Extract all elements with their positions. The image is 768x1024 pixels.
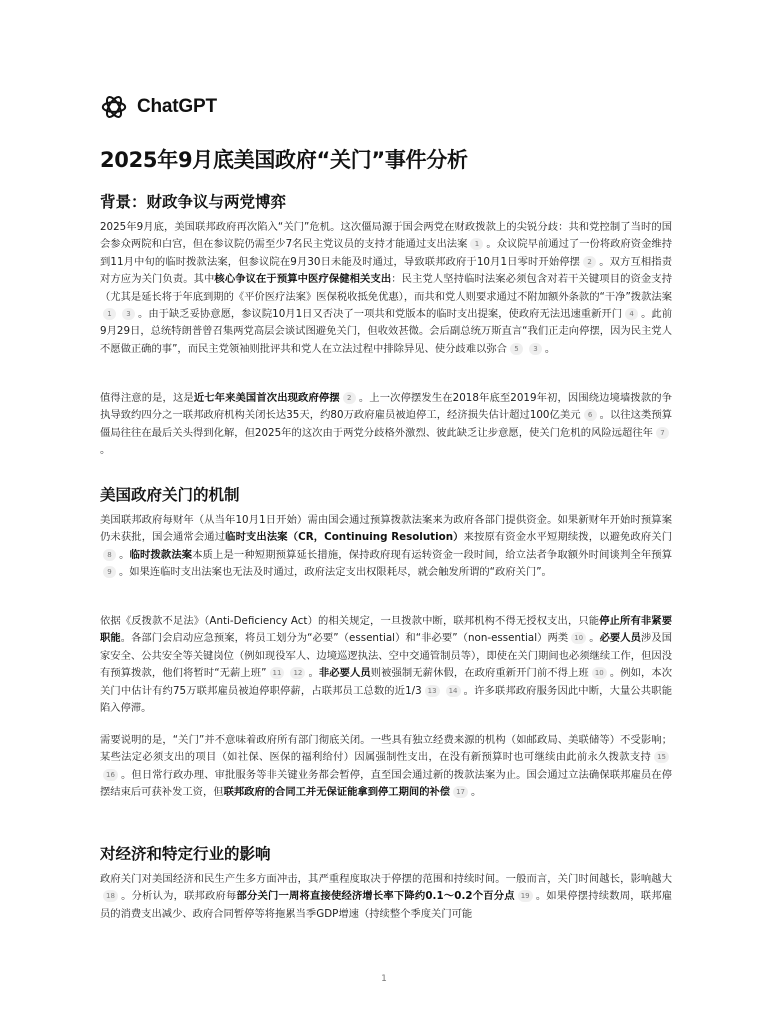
paragraph-mechanism-3 — [100, 732, 672, 802]
citation-badge[interactable]: 5 — [510, 343, 523, 355]
text-run: 。 — [119, 548, 130, 561]
text-run: 。双方互相指责对方应为关门负责。其中 — [100, 255, 672, 286]
text-run: 。但日常行政办理、审批服务等非关键业务都会暂停，直至国会通过新的拨款法案为止。国会通过立法确保联邦雇员在停摆结束后可获补发工资，但 — [100, 768, 672, 799]
bold-text: 联邦政府的合同工并无保证能拿到停工期间的补偿 — [223, 786, 451, 799]
bold-text: 停止所有非紧要职能 — [100, 615, 672, 645]
text-run: 政府关门对美国经济和民生产生多方面冲击，其严重程度取决于停摆的范围和持续时间。一般而言，关门时间越长，影响越大 — [100, 873, 672, 885]
citation-badge[interactable]: 16 — [103, 769, 118, 781]
citation-badge[interactable]: 15 — [654, 751, 669, 763]
citation-badge[interactable]: 17 — [453, 786, 468, 798]
text-run: 。 — [471, 786, 482, 799]
text-run: 需要说明的是，“关门”并不意味着政府所有部门彻底关闭。一些具有独立经费来源的机构（如邮政局、美联储等）不受影响；某些法定必须支出的项目（如社保、医保的福利给付）因属强制性支出，在没有新预算时也可继续由此前永久拨款支持 — [100, 734, 672, 764]
text-run: ：民主党人坚持临时法案必须包含对若干关键项目的资金支持（尤其是延长将于年底到期的《平价医疗法案》医保税收抵免优惠），而共和党人则要求通过不附加额外条款的“干净”拨款法案 — [100, 273, 673, 303]
text-run: 美国联邦政府每财年（从当年10月1日开始）需由国会通过预算拨款法案来为政府各部门提供资金。如果新财年开始时预算案仍未获批，国会通常会通过 — [100, 514, 672, 544]
bold-text: 临时支出法案（CR，Continuing Resolution） — [225, 531, 464, 544]
text-run: 依据《反拨款不足法》（Anti-Deficiency Act）的相关规定，一旦拨款中断，联邦机构不得无授权支出，只能 — [100, 615, 600, 627]
citation-badge[interactable]: 14 — [446, 685, 461, 697]
paragraph-background-2 — [100, 390, 672, 460]
citation-badge[interactable]: 9 — [103, 566, 116, 578]
text-run: 。如果停摆持续数周，联邦雇员的消费支出减少、政府合同暂停等将拖累当季GDP增速（持续整个季度关门可能 — [100, 890, 673, 920]
citation-badge[interactable]: 19 — [518, 890, 533, 902]
citation-badge[interactable]: 1 — [470, 238, 483, 250]
citation-badge[interactable]: 2 — [343, 392, 356, 404]
bold-text: 非必要人员 — [318, 667, 371, 680]
bold-text: 近七年来美国首次出现政府停摆 — [193, 392, 340, 404]
bold-text: 临时拨款法案 — [129, 548, 193, 561]
text-run: 。以往这类预算僵局往往在最后关头得到化解，但2025年的这次由于两党分歧格外激烈、彼此缺乏让步意愿，使关门危机的风险远超往年 — [100, 409, 673, 439]
openai-knot-icon — [100, 93, 128, 121]
document-title: 2025年9月底美国政府“关门”事件分析 — [100, 148, 468, 172]
bold-text: 部分关门一周将直接使经济增长率下降约0.1～0.2个百分点 — [236, 890, 515, 903]
text-run: 。由于缺乏妥协意愿，参议院10月1日又否决了一项共和党版本的临时支出提案，使政府无法迅速重新开门 — [138, 308, 623, 321]
citation-badge[interactable]: 6 — [584, 409, 597, 421]
page-number: 1 — [381, 974, 387, 984]
paragraph-mechanism-1 — [100, 512, 672, 582]
text-run: 。众议院早前通过了一份将政府资金维持到11月中旬的临时拨款法案，但参议院在9月30日未能及时通过，导致联邦政府于10月1日零时开始停摆 — [100, 238, 672, 268]
brand-header — [100, 93, 217, 121]
text-run: 本质上是一种短期预算延长措施，保持政府现有运转资金一段时间，给立法者争取额外时间谈判全年预算 — [192, 548, 673, 561]
paragraph-mechanism-2 — [100, 613, 672, 717]
text-run: 。上一次停摆发生在2018年底至2019年初，因围绕边境墙拨款的争执导致约四分之一联邦政府机构关闭长达35天，约80万政府雇员被迫停工，经济损失估计超过100亿美元 — [100, 392, 672, 422]
text-run: 。许多联邦政府服务因此中断，大量公共职能陷入停滞。 — [100, 684, 672, 715]
text-run: 。分析认为，联邦政府每 — [120, 890, 237, 903]
text-run: 来按原有资金水平短期续拨，以避免政府关门 — [463, 531, 673, 544]
citation-badge[interactable]: 7 — [656, 427, 669, 439]
citation-badge[interactable]: 18 — [103, 890, 118, 902]
citation-badge[interactable]: 10 — [592, 667, 607, 679]
brand-name: ChatGPT — [137, 96, 217, 117]
citation-badge[interactable]: 3 — [529, 343, 542, 355]
citation-badge[interactable]: 8 — [103, 549, 116, 561]
section-heading-mechanism: 美国政府关门的机制 — [100, 486, 240, 504]
text-run: 2025年9月底，美国联邦政府再次陷入“关门”危机。这次僵局源于国会两党在财政拨款上的尖锐分歧：共和党控制了当时的国会参众两院和白宫，但在参议院仍需至少7名民主党议员的支持才能通过支出法案 — [100, 221, 672, 251]
citation-badge[interactable]: 11 — [270, 667, 285, 679]
bold-text: 核心争议在于预算中医疗保健相关支出 — [214, 273, 392, 286]
citation-badge[interactable]: 4 — [625, 308, 638, 320]
text-run: 。 — [308, 667, 319, 680]
citation-badge[interactable]: 3 — [122, 308, 135, 320]
paragraph-background-1 — [100, 219, 672, 358]
text-run: 涉及国家安全、公共安全等关键岗位（例如现役军人、边境巡逻执法、空中交通管制员等），即使在关门期间也必须继续工作，但因没有预算拨款，他们将暂时“无薪上班” — [100, 632, 673, 680]
text-run: 。 — [100, 444, 111, 457]
text-run: 。此前9月29日，总统特朗普曾召集两党高层会谈试图避免关门，但收效甚微。会后副总统万斯直言“我们正走向停摆，因为民主党人不愿做正确的事”，而民主党领袖则批评共和党人在立法过程中排除异见、使分歧难以弥合 — [100, 308, 673, 355]
citation-badge[interactable]: 12 — [290, 667, 305, 679]
paragraph-impact-1 — [100, 871, 672, 923]
bold-text: 必要人员 — [599, 632, 641, 645]
text-run: 则被强制无薪休假，在政府重新开门前不得上班 — [370, 667, 589, 680]
text-run: 。各部门会启动应急预案，将员工划分为“必要”（essential）和“非必要”（non-essential）两类 — [120, 632, 569, 645]
citation-badge[interactable]: 13 — [425, 685, 440, 697]
text-run: 。 — [544, 342, 556, 355]
citation-badge[interactable]: 2 — [583, 256, 596, 268]
text-run: 。如果连临时支出法案也无法及时通过，政府法定支出权限耗尽，就会触发所谓的“政府关门”。 — [119, 566, 552, 579]
text-run: 。 — [589, 632, 600, 645]
citation-badge[interactable]: 10 — [571, 632, 586, 644]
text-run: 值得注意的是，这是 — [100, 392, 194, 404]
section-heading-background: 背景：财政争议与两党博弈 — [100, 193, 287, 211]
text-run: 。例如，本次关门中估计有约75万联邦雇员被迫停职停薪，占联邦员工总数的近1/3 — [100, 667, 673, 697]
citation-badge[interactable]: 1 — [103, 308, 116, 320]
section-heading-impact: 对经济和特定行业的影响 — [100, 845, 271, 863]
